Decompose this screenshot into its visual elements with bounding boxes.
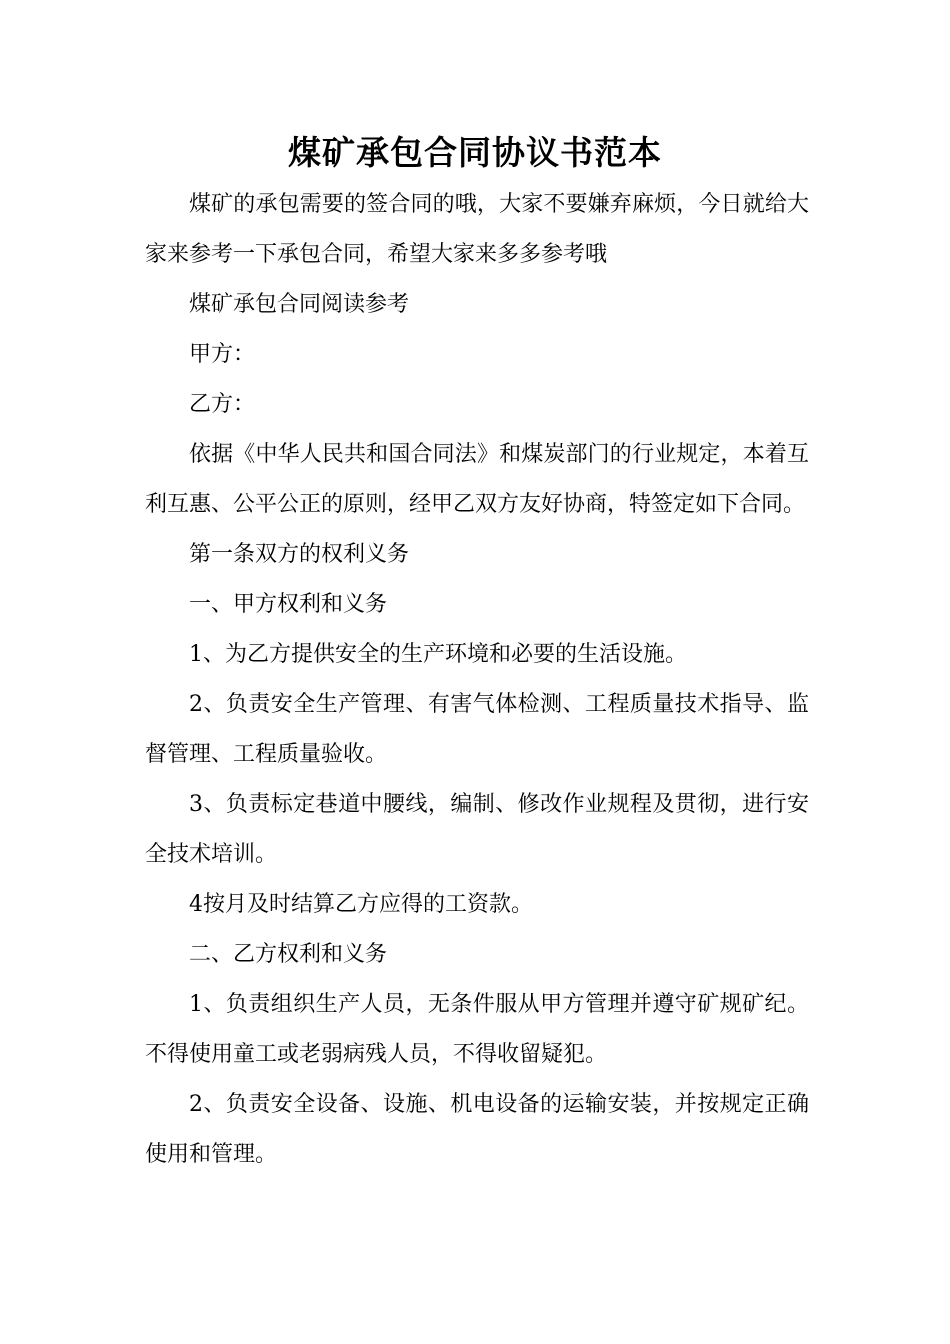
paragraph-clause: 2、负责安全设备、设施、机电设备的运输安装，并按规定正确使用和管理。 [145,1092,809,1167]
paragraph-reference-heading: 煤矿承包合同阅读参考 [189,292,410,317]
paragraph-section-party-a: 一、甲方权利和义务 [189,592,388,617]
paragraph-preamble: 依据《中华人民共和国合同法》和煤炭部门的行业规定，本着互利互惠、公平公正的原则，经甲乙双方友好协商，特签定如下合同。 [145,442,809,517]
paragraph-clause: 3、负责标定巷道中腰线，编制、修改作业规程及贯彻，进行安全技术培训。 [145,792,809,867]
paragraph-intro: 煤矿的承包需要的签合同的哦，大家不要嫌弃麻烦，今日就给大家来参考一下承包合同，希望大家来多多参考哦 [145,192,809,267]
paragraph-clause: 1、为乙方提供安全的生产环境和必要的生活设施。 [189,642,687,667]
document-body [145,180,809,1180]
paragraph-clause: 1、负责组织生产人员，无条件服从甲方管理并遵守矿规矿纪。不得使用童工或老弱病残人员，不得收留疑犯。 [145,992,809,1067]
paragraph-clause: 2、负责安全生产管理、有害气体检测、工程质量技术指导、监督管理、工程质量验收。 [145,692,809,767]
paragraph-party-a: 甲方： [189,342,256,367]
paragraph-article-1: 第一条双方的权利义务 [189,542,410,567]
paragraph-party-b: 乙方： [189,392,256,417]
document-title: 煤矿承包合同协议书范本 [288,133,662,172]
paragraph-clause: 4按月及时结算乙方应得的工资款。 [189,892,533,917]
paragraph-section-party-b: 二、乙方权利和义务 [189,942,388,967]
